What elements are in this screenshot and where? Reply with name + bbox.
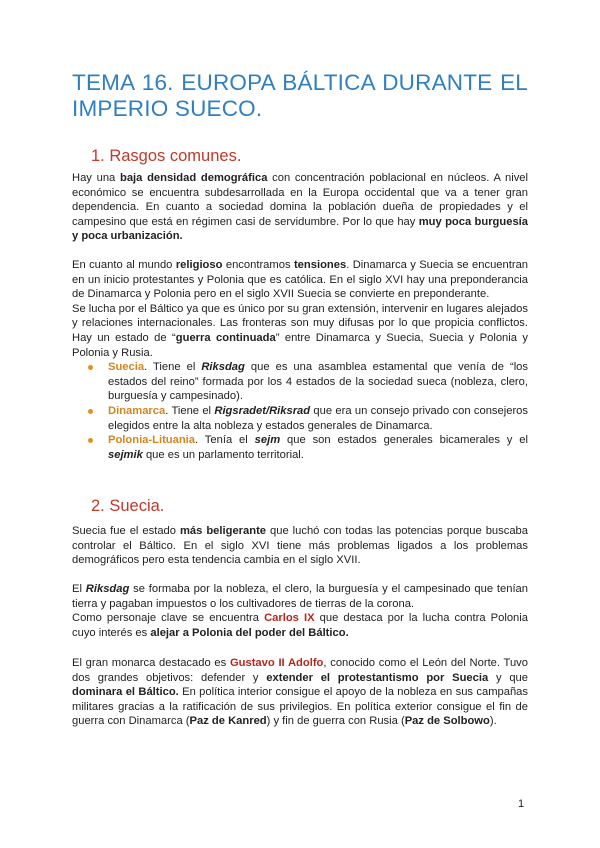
- states-list: [72, 360, 528, 462]
- list-item-polonia-lituania: Polonia-Lituania. Tenía el sejm que son estados generales bicamerales y el sejmik que es un parlamento territorial.: [72, 433, 528, 462]
- section-1-paragraph-3: Se lucha por el Báltico ya que es único por su gran extensión, intervenir en lugares alejados y relaciones internacionales. Las fronteras son muy difusas por lo que propicia conflictos. Hay un estado de “guerra continuada” entre Dinamarca y Suecia, Suecia y Polonia y Polonia y Rusia.: [72, 302, 529, 359]
- title-line-2: IMPERIO SUECO.: [72, 96, 263, 121]
- section-2-paragraph-3: Como personaje clave se encuentra Carlos IX que destaca por la lucha contra Polonia cuyo interés es alejar a Polonia del poder del Báltico.: [72, 612, 528, 639]
- page-number: 1: [518, 798, 525, 810]
- section-1-paragraph-2: En cuanto al mundo religioso encontramos tensiones. Dinamarca y Suecia se encuentran en un inicio protestantes y Polonia que es católica. En el siglo XVI hay una preponderancia de Dinamarca y Polonia pero en el siglo XVII Suecia se convierte en preponderante. Se lucha por el Báltico ya que es único por su gran extensión, intervenir en lugares alejados y relaciones internacionales. Las fronteras son muy difusas por lo que propicia conflictos. Hay un estado de “guerra continuada” entre Dinamarca y Suecia, Suecia y Polonia y Polonia y Rusia. Suecia. Tiene el Riksdag que es una asamblea estamental que venía de “los estados del reino” formada por los 4 estados de la sociedad sueca (nobleza, clero, burguesía y campesinado). Dinamarca. Tiene el Rigsradet/Riksrad que era un consejo privado con consejeros elegidos entre la alta nobleza y estados generales de Dinamarca. Polonia-Lituania. Tenía el sejm que son estados generales bicamerales y el sejmik que es un parlamento territorial.: [72, 259, 529, 461]
- section-1-heading: 1. Rasgos comunes.: [91, 147, 242, 165]
- section-2-paragraph-2: El Riksdag se formaba por la nobleza, el clero, la burguesía y el campesinado que tenían tierra y pagaban impuestos o los cultivadores de tierras de la corona. Como personaje clave se encuentra Carlos IX que destaca por la lucha contra Polonia cuyo interés es alejar a Polonia del poder del Báltico.: [72, 583, 528, 639]
- section-2-heading: 2. Suecia.: [91, 497, 165, 515]
- title-line-1: TEMA 16. EUROPA BÁLTICA DURANTE EL: [72, 70, 528, 95]
- bullet-icon: [88, 409, 93, 414]
- document-title: [72, 70, 528, 122]
- section-1-paragraph-1: Hay una baja densidad demográfica con concentración poblacional en núcleos. A nivel económico se encuentra subdesarrollada en la Europa occidental que va a tener gran dependencia. En cuanto a sociedad domina la población dueña de propiedades y el campesino que está en régimen casi de servidumbre. Por lo que hay muy poca burguesía y poca urbanización.: [72, 172, 528, 243]
- list-item-dinamarca: Dinamarca. Tiene el Rigsradet/Riksrad que era un consejo privado con consejeros elegidos entre la alta nobleza y estados generales de Dinamarca.: [72, 404, 528, 433]
- section-2-paragraph-1: Suecia fue el estado más beligerante que luchó con todas las potencias porque buscaba controlar el Báltico. En el siglo XVI tiene más problemas ligados a los problemas demográficos pero esta tendencia cambia en el siglo XVII.: [72, 525, 528, 567]
- section-2-paragraph-4: El gran monarca destacado es Gustavo II Adolfo, conocido como el León del Norte. Tuvo dos grandes objetivos: defender y extender el protestantismo por Suecia y que dominara el Báltico. En política interior consigue el apoyo de la nobleza en sus campañas militares gracias a la ratificación de sus privilegios. En política exterior consigue el fin de guerra con Dinamarca (Paz de Kanred) y fin de guerra con Rusia (Paz de Solbowo).: [72, 657, 528, 728]
- bullet-icon: [88, 365, 93, 370]
- bullet-icon: [88, 438, 93, 443]
- list-item-suecia: Suecia. Tiene el Riksdag que es una asamblea estamental que venía de “los estados del reino” formada por los 4 estados de la sociedad sueca (nobleza, clero, burguesía y campesinado).: [72, 360, 528, 404]
